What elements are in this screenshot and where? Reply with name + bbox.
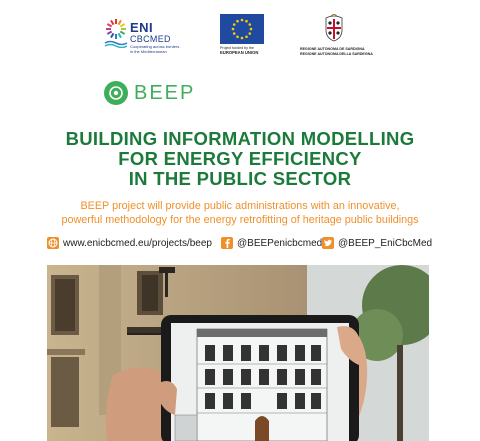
- eu-star: [233, 32, 236, 35]
- eu-star: [245, 20, 248, 23]
- twitter-icon: [322, 237, 334, 249]
- eu-star: [241, 37, 244, 40]
- eni-cbcmed-logo: [104, 16, 204, 60]
- eu-caption: [220, 46, 268, 55]
- eu-star: [248, 23, 251, 26]
- eu-star: [236, 20, 239, 23]
- subtitle: [0, 199, 480, 227]
- tablet-building-photo: [47, 265, 429, 441]
- contact-links: [47, 237, 480, 253]
- eu-star: [248, 32, 251, 35]
- eni-tagline-2: in the Mediterranean: [130, 49, 167, 54]
- sunburst-icon: [104, 18, 128, 48]
- eu-star: [241, 19, 244, 22]
- headline-line-3: IN THE PUBLIC SECTOR: [128, 168, 352, 189]
- facebook-icon: [221, 237, 233, 249]
- subtitle-line-1: BEEP project will provide public administrations with an innovative,: [80, 200, 400, 212]
- coat-of-arms-icon: [322, 14, 346, 42]
- sardinia-caption-line-1: REGIONE AUTONOMA DE SARDIGNA: [300, 47, 365, 51]
- eu-caption-line-1: Project funded by the: [220, 46, 254, 50]
- hero-photo: [47, 265, 429, 441]
- sardinia-caption: [300, 47, 382, 56]
- eu-flag-icon: [220, 14, 264, 44]
- beep-logo: [104, 81, 204, 105]
- eni-subtitle: CBCMED: [130, 34, 171, 44]
- eu-star: [233, 23, 236, 26]
- headline-line-1: BUILDING INFORMATION MODELLING: [65, 128, 415, 149]
- twitter-link[interactable]: [322, 237, 432, 249]
- headline: [0, 129, 480, 189]
- partner-logos: [0, 14, 480, 64]
- sardinia-caption-line-2: REGIONE AUTONOMA DELLA SARDEGNA: [300, 51, 373, 56]
- website-link[interactable]: [47, 237, 212, 249]
- eu-caption-line-2: EUROPEAN UNION: [220, 49, 259, 55]
- globe-icon: [47, 237, 59, 249]
- subtitle-line-2: powerful methodology for the energy retrofitting of heritage public buildings: [61, 214, 419, 226]
- eu-logo: [220, 14, 266, 60]
- headline-line-2: FOR ENERGY EFFICIENCY: [118, 148, 362, 169]
- eu-star: [236, 35, 239, 38]
- eu-star: [250, 28, 253, 31]
- facebook-link-text: @BEEPenicbcmed: [237, 237, 323, 249]
- eni-title: ENI: [130, 20, 154, 35]
- sardinia-logo: [300, 14, 382, 60]
- eu-star: [232, 28, 235, 31]
- eu-star: [245, 35, 248, 38]
- twitter-link-text: @BEEP_EniCbcMed: [338, 237, 433, 249]
- beep-brand-name: BEEP: [134, 82, 196, 104]
- beep-circle-icon: [104, 81, 128, 105]
- website-link-text: www.enicbcmed.eu/projects/beep: [63, 237, 212, 249]
- eni-tagline-1: Cooperating across borders: [130, 44, 180, 49]
- facebook-link[interactable]: [221, 237, 322, 249]
